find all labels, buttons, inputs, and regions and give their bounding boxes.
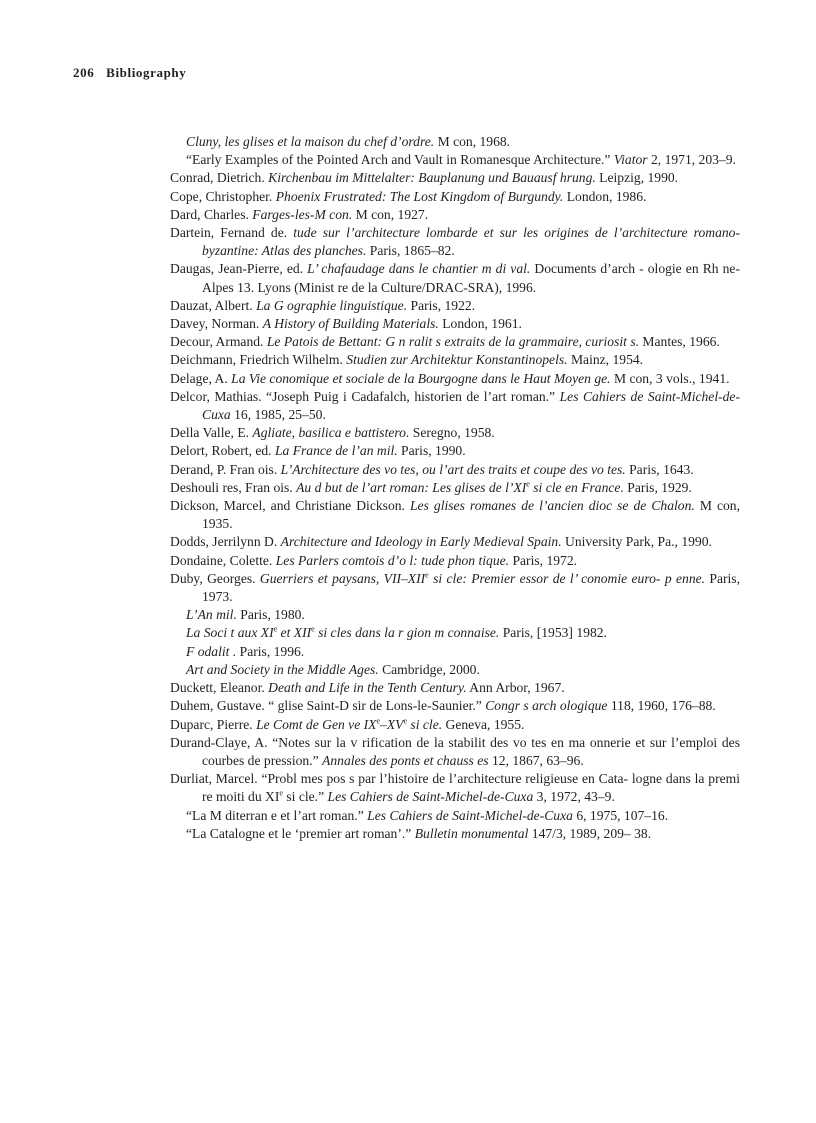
bibliography-entry <box>170 679 740 697</box>
bibliography-entry <box>170 497 740 533</box>
entry-superscript: e <box>376 715 381 725</box>
bibliography-entry <box>170 260 740 296</box>
bibliography-entry <box>170 188 740 206</box>
entry-title-text: si cle en France. <box>529 479 624 495</box>
entry-text: 16, 1985, 25–50. <box>230 407 326 423</box>
entry-title-text: Guerriers et paysans, VII–XII <box>259 570 426 586</box>
entry-text: Davey, Norman. <box>170 316 263 332</box>
page-number: 206 <box>73 65 95 80</box>
running-header <box>73 65 186 81</box>
bibliography-entry <box>170 716 740 734</box>
entry-title-text: L’Architecture des vo tes, ou l’art des traits et coupe des vo tes. <box>280 461 626 477</box>
entry-title-text: F odalit . <box>186 643 237 659</box>
bibliography-entry <box>170 533 740 551</box>
entry-text: “Early Examples of the Pointed Arch and Vault in Romanesque Architecture.” <box>186 152 614 168</box>
entry-superscript: e <box>311 624 315 634</box>
entry-text: 3, 1972, 43–9. <box>533 789 615 805</box>
bibliography-entry <box>170 697 740 715</box>
bibliography-entry <box>170 442 740 460</box>
entry-title-text: Le Comt de Gen ve IX <box>256 716 377 732</box>
entry-text: Dondaine, Colette. <box>170 552 276 568</box>
bibliography-entry <box>170 807 740 825</box>
entry-text: Dartein, Fernand de. <box>170 225 294 241</box>
entry-text: Duby, Georges. <box>170 570 260 586</box>
entry-text: Paris, 1980. <box>236 607 305 623</box>
entry-superscript: e <box>273 624 278 634</box>
bibliography-entry <box>170 552 740 570</box>
entry-text: Deichmann, Friedrich Wilhelm. <box>170 352 347 368</box>
bibliography-entry <box>170 624 740 642</box>
entry-title-text: Viator <box>613 152 648 168</box>
entry-text: M con, 1927. <box>352 206 429 222</box>
entry-title-text: Farges-les-M con. <box>252 206 353 222</box>
entry-text: London, 1961. <box>438 316 522 332</box>
entry-text: Paris, 1972. <box>509 552 578 568</box>
entry-text: Deshouli res, Fran ois. <box>170 479 297 495</box>
entry-text: Documents d’arch - ologie en Rh ne-Alpes 13. Lyons (Minist re de la Culture/DRAC-SRA), 1996. <box>202 261 740 295</box>
entry-text: M con, 1968. <box>434 134 511 149</box>
entry-title-text: si cles dans la r gion m connaise. <box>314 625 500 641</box>
bibliography-entry <box>170 461 740 479</box>
entry-title-text: Architecture and Ideology in Early Medieval Spain. <box>280 534 562 550</box>
entry-text: “La Catalogne et le ‘premier art roman’.” <box>186 825 415 841</box>
bibliography-entry <box>170 133 740 151</box>
bibliography-entry <box>170 643 740 661</box>
bibliography-entry <box>170 479 740 497</box>
entry-text: Dard, Charles. <box>170 206 253 222</box>
entry-text: Duparc, Pierre. <box>170 716 257 732</box>
entry-text: Ann Arbor, 1967. <box>466 680 565 696</box>
entry-text: Dauzat, Albert. <box>170 297 257 313</box>
entry-text: Leipzig, 1990. <box>595 170 679 186</box>
bibliography-entry <box>170 206 740 224</box>
bibliography-list <box>170 133 740 843</box>
entry-text: Dodds, Jerrilynn D. <box>170 534 281 550</box>
entry-title-text: Phoenix Frustrated: The Lost Kingdom of Burgundy. <box>275 188 564 204</box>
entry-title-text: et XII <box>277 625 312 641</box>
entry-text: 147/3, 1989, 209– 38. <box>528 825 652 841</box>
entry-text: Durliat, Marcel. “Probl mes pos s par l’histoire de l’architecture religieuse en Cata- logne dans la premi re moiti du XI <box>170 771 740 805</box>
bibliography-entry <box>170 224 740 260</box>
bibliography-entry <box>170 424 740 442</box>
entry-title-text: L’An mil. <box>186 607 237 623</box>
entry-superscript: e <box>425 570 429 580</box>
entry-title-text: Au d but de l’art roman: Les glises de l’XI <box>296 479 527 495</box>
entry-title-text: Les Parlers comtois d’o l: tude phon tique. <box>275 552 510 568</box>
entry-text: Paris, 1929. <box>623 479 692 495</box>
entry-title-text: La Vie conomique et sociale de la Bourgogne dans le Haut Moyen ge. <box>231 370 611 386</box>
entry-superscript: e <box>279 788 283 798</box>
entry-title-text: tude sur l’architecture lombarde et sur les origines de l’architecture romano-byzantine: Atlas des planches. <box>202 225 740 259</box>
bibliography-entry <box>170 606 740 624</box>
entry-title-text: si cle. <box>407 716 443 732</box>
entry-title-text: Agliate, basilica e battistero. <box>252 425 410 441</box>
entry-text: “La M diterran e et l’art roman.” <box>186 807 368 823</box>
entry-title-text: Kirchenbau im Mittelalter: Bauplanung und Bauausf hrung. <box>268 170 596 186</box>
entry-text: Paris, 1996. <box>236 643 305 659</box>
entry-title-text: La G ographie linguistique. <box>256 297 408 313</box>
entry-text: Duckett, Eleanor. <box>170 680 269 696</box>
bibliography-entry <box>170 370 740 388</box>
entry-superscript: e <box>526 479 530 489</box>
bibliography-entry <box>170 734 740 770</box>
bibliography-entry <box>170 351 740 369</box>
entry-text: Paris, 1973. <box>202 570 740 605</box>
entry-text: Cambridge, 2000. <box>378 661 480 677</box>
entry-title-text: Art and Society in the Middle Ages. <box>186 661 379 677</box>
entry-text: 2, 1971, 203–9. <box>647 152 736 168</box>
entry-title-text: Les Cahiers de Saint-Michel-de-Cuxa <box>327 789 534 805</box>
entry-text: Cope, Christopher. <box>170 188 276 204</box>
entry-text: London, 1986. <box>563 188 647 204</box>
entry-text: University Park, Pa., 1990. <box>561 534 712 550</box>
entry-text: Delcor, Mathias. “Joseph Puig i Cadafalch, historien de l’art roman.” <box>170 388 560 404</box>
entry-title-text: A History of Building Materials. <box>262 316 439 332</box>
entry-title-text: Cluny, les glises et la maison du chef d’ordre. <box>186 134 435 149</box>
entry-text: Geneva, 1955. <box>442 716 525 732</box>
entry-text: Delage, A. <box>170 370 232 386</box>
entry-text: Delort, Robert, ed. <box>170 443 275 459</box>
entry-text: si cle.” <box>282 789 328 805</box>
entry-title-text: Annales des ponts et chauss es <box>322 752 489 768</box>
entry-title-text: Le Patois de Bettant: G n ralit s extraits de la grammaire, curiosit s. <box>266 334 640 350</box>
bibliography-entry <box>170 333 740 351</box>
bibliography-entry <box>170 570 740 606</box>
entry-text: Durand-Claye, A. “Notes sur la v rification de la stabilit des vo tes en ma onnerie et sur l’emploi des courbes de pression.” <box>170 734 740 768</box>
entry-text: M con, 3 vols., 1941. <box>610 370 730 386</box>
bibliography-entry <box>170 151 740 169</box>
entry-text: Daugas, Jean-Pierre, ed. <box>170 261 308 277</box>
entry-title-text: La Soci t aux XI <box>186 625 274 641</box>
bibliography-entry <box>170 315 740 333</box>
entry-text: M con, 1935. <box>202 498 740 532</box>
entry-text: Dickson, Marcel, and Christiane Dickson. <box>170 498 410 514</box>
entry-text: Mantes, 1966. <box>639 334 720 350</box>
bibliography-entry <box>170 661 740 679</box>
entry-title-text: L’ chafaudage dans le chantier m di val. <box>307 261 531 277</box>
bibliography-entry <box>170 297 740 315</box>
entry-superscript: e <box>403 715 408 725</box>
entry-title-text: Studien zur Architektur Konstantinopels. <box>346 352 568 368</box>
entry-text: Seregno, 1958. <box>409 425 495 441</box>
entry-text: Duhem, Gustave. “ glise Saint-D sir de Lons-le-Saunier.” <box>170 698 486 714</box>
entry-text: Paris, 1922. <box>407 297 476 313</box>
entry-title-text: Les glises romanes de l’ancien dioc se de Chalon. <box>409 498 695 514</box>
entry-title-text: si cle: Premier essor de l’ conomie euro- p enne. <box>428 570 706 586</box>
entry-text: Della Valle, E. <box>170 425 253 441</box>
running-title: Bibliography <box>106 65 187 80</box>
entry-text: Paris, 1865–82. <box>366 243 455 259</box>
entry-title-text: Death and Life in the Tenth Century. <box>268 680 467 696</box>
entry-title-text: Les Cahiers de Saint-Michel-de-Cuxa <box>202 388 740 423</box>
bibliography-entry <box>170 169 740 187</box>
entry-text: Mainz, 1954. <box>567 352 644 368</box>
entry-title-text: –XV <box>380 716 404 732</box>
bibliography-entry <box>170 825 740 843</box>
entry-text: 6, 1975, 107–16. <box>572 807 669 823</box>
entry-text: Derand, P. Fran ois. <box>170 461 281 477</box>
entry-text: Paris, [1953] 1982. <box>499 625 607 641</box>
entry-text: Paris, 1990. <box>397 443 466 459</box>
entry-text: 12, 1867, 63–96. <box>488 752 584 768</box>
entry-title-text: Les Cahiers de Saint-Michel-de-Cuxa <box>367 807 573 823</box>
entry-title-text: Congr s arch ologique <box>485 698 608 714</box>
bibliography-entry <box>170 770 740 806</box>
bibliography-entry <box>170 388 740 424</box>
entry-text: Decour, Armand. <box>170 334 267 350</box>
entry-title-text: Bulletin monumental <box>414 825 529 841</box>
entry-text: Paris, 1643. <box>625 461 694 477</box>
entry-title-text: La France de l’an mil. <box>274 443 398 459</box>
entry-text: Conrad, Dietrich. <box>170 170 269 186</box>
entry-text: 118, 1960, 176–88. <box>607 698 716 714</box>
